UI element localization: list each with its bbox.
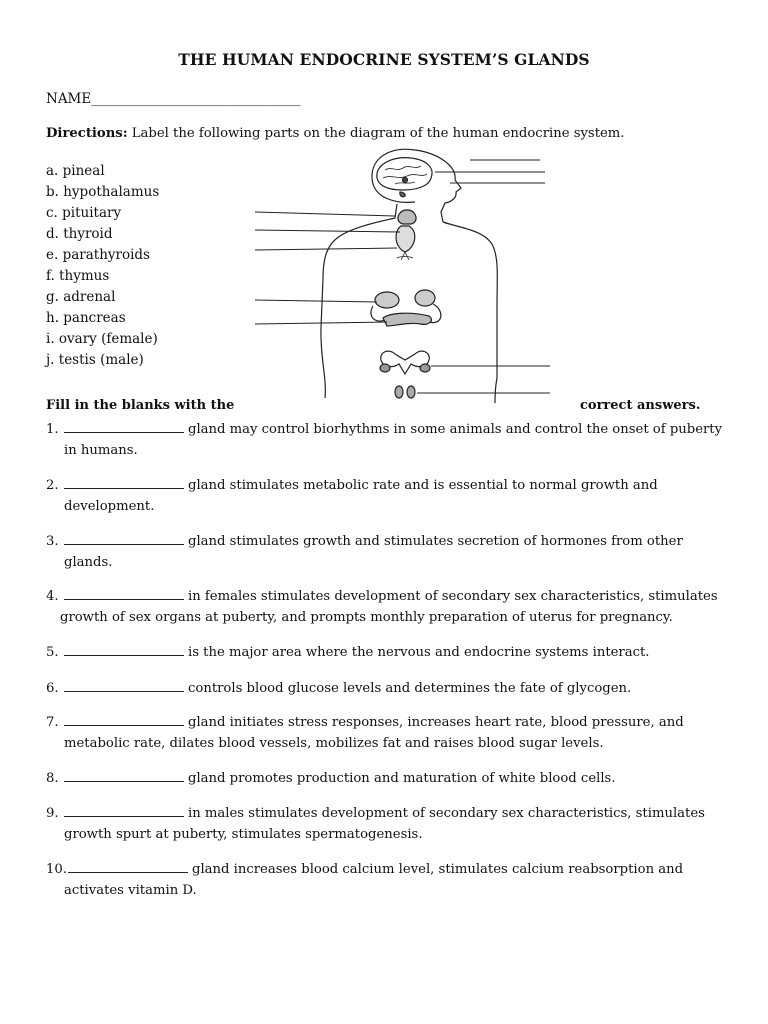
head-outline [372, 149, 461, 222]
part-item: i. ovary (female) [46, 331, 158, 347]
question-item [46, 712, 746, 754]
question-text-cont: growth of sex organs at puberty, and prompts monthly preparation of uterus for pregnancy. [60, 610, 673, 625]
question-text-cont: development. [64, 499, 155, 514]
question-item [46, 803, 746, 845]
question-item [46, 531, 746, 573]
pancreas [383, 313, 431, 326]
question-item [46, 475, 746, 517]
question-text: controls blood glucose levels and determines the fate of glycogen. [188, 681, 632, 696]
question-number: 7. [46, 715, 59, 730]
question-item [46, 859, 746, 901]
part-item: b. hypothalamus [46, 184, 160, 200]
question-item [46, 419, 746, 461]
question-number: 9. [46, 806, 59, 821]
question-number: 8. [46, 771, 59, 786]
answer-blank[interactable] [64, 643, 184, 656]
question-text-cont: in humans. [64, 443, 138, 458]
question-text-cont: glands. [64, 555, 113, 570]
brain-shape [377, 158, 432, 190]
pineal-gland [403, 178, 408, 183]
label-line [255, 248, 397, 250]
part-item: d. thyroid [46, 226, 113, 242]
label-line [255, 212, 395, 216]
question-item [46, 642, 746, 663]
adrenal-gland [375, 292, 399, 308]
part-item: f. thymus [46, 268, 110, 284]
answer-blank[interactable] [64, 713, 184, 726]
question-text: is the major area where the nervous and endocrine systems interact. [188, 645, 650, 660]
question-text: gland stimulates growth and stimulates secretion of hormones from other [188, 534, 683, 549]
part-item: c. pituitary [46, 205, 122, 221]
label-line [255, 230, 400, 232]
name-field[interactable]: NAME_______________________________ [46, 91, 301, 107]
part-item: h. pancreas [46, 310, 126, 326]
question-text-cont: growth spurt at puberty, stimulates spermatogenesis. [64, 827, 423, 842]
endocrine-diagram [245, 148, 555, 403]
testis [407, 386, 415, 398]
adrenal-gland [415, 290, 435, 306]
testis [395, 386, 403, 398]
label-line [255, 300, 377, 302]
question-text: gland increases blood calcium level, stimulates calcium reabsorption and [192, 862, 684, 877]
torso-right [443, 222, 497, 403]
question-number: 4. [46, 589, 59, 604]
answer-blank[interactable] [64, 476, 184, 489]
question-item [46, 768, 746, 789]
ovary [380, 364, 390, 372]
question-number: 5. [46, 645, 59, 660]
question-number: 6. [46, 681, 59, 696]
directions [46, 126, 625, 141]
answer-blank[interactable] [64, 587, 184, 600]
question-text-cont: metabolic rate, dilates blood vessels, mobilizes fat and raises blood sugar levels. [64, 736, 604, 751]
answer-blank[interactable] [64, 679, 184, 692]
question-text: gland promotes production and maturation of white blood cells. [188, 771, 616, 786]
part-item: a. pineal [46, 163, 105, 179]
question-item [46, 586, 746, 628]
thyroid-gland [398, 210, 416, 224]
thymus-gland [396, 226, 415, 252]
answer-blank[interactable] [68, 860, 188, 873]
page-title: THE HUMAN ENDOCRINE SYSTEM’S GLANDS [178, 50, 590, 69]
directions-text: Label the following parts on the diagram of the human endocrine system. [127, 126, 625, 141]
part-item: g. adrenal [46, 289, 116, 305]
question-text: gland stimulates metabolic rate and is essential to normal growth and [188, 478, 658, 493]
answer-blank[interactable] [64, 532, 184, 545]
parts-list [46, 161, 159, 371]
question-text: gland may control biorhythms in some animals and control the onset of puberty [188, 422, 723, 437]
answer-blank[interactable] [64, 769, 184, 782]
question-text-cont: activates vitamin D. [64, 883, 197, 898]
fill-instructions-left: Fill in the blanks with the [46, 398, 235, 413]
part-item: e. parathyroids [46, 247, 150, 263]
question-text: gland initiates stress responses, increases heart rate, blood pressure, and [188, 715, 684, 730]
fill-instructions-right: correct answers. [580, 398, 701, 413]
answer-blank[interactable] [64, 804, 184, 817]
part-item: j. testis (male) [46, 352, 144, 368]
question-text: in males stimulates development of secondary sex characteristics, stimulates [188, 806, 705, 821]
trachea [397, 252, 413, 260]
pituitary-gland [400, 192, 405, 197]
directions-label: Directions: [46, 126, 128, 141]
question-item [46, 678, 746, 699]
question-number: 1. [46, 422, 59, 437]
question-number: 10. [46, 862, 67, 877]
ovary [420, 364, 430, 372]
question-number: 2. [46, 478, 59, 493]
question-text: in females stimulates development of secondary sex characteristics, stimulates [188, 589, 718, 604]
answer-blank[interactable] [64, 420, 184, 433]
question-number: 3. [46, 534, 59, 549]
